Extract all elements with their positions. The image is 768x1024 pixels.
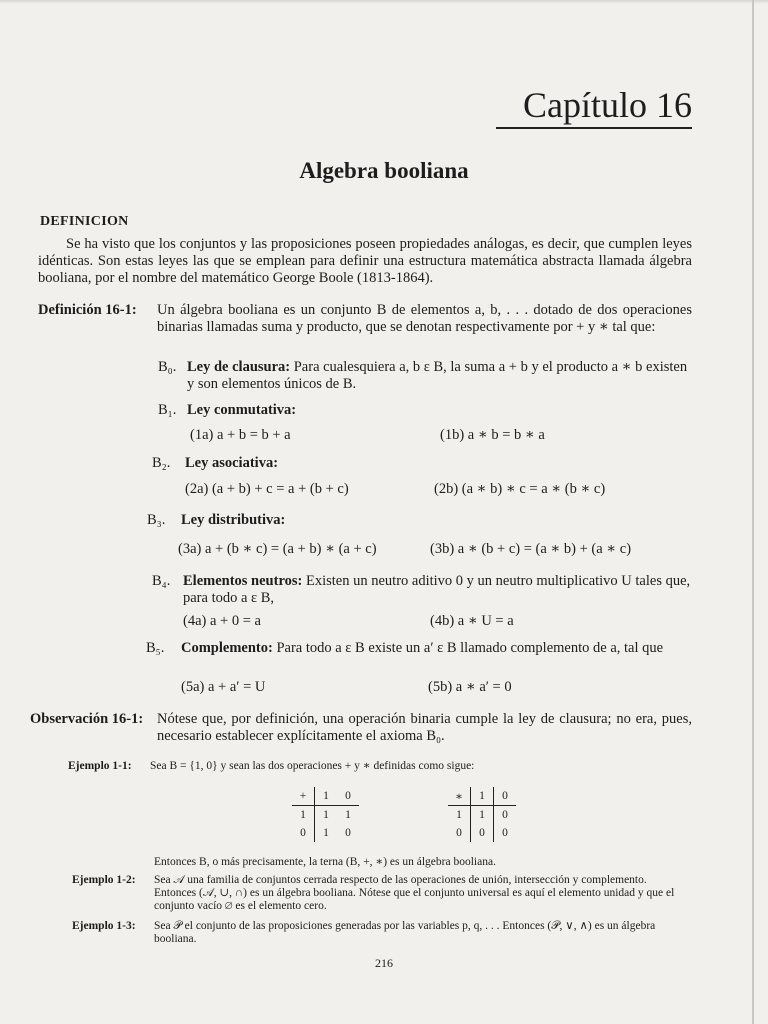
equation-1a: (1a) a + b = b + a [190, 427, 291, 443]
times-table-cell: 1 [471, 806, 494, 825]
page-right-edge [752, 0, 754, 1024]
axiom-b5-name: Complemento: [181, 640, 273, 656]
example-1-1-text: Sea B = {1, 0} y sean las dos operaciones + y ∗ definidas como sigue: [150, 760, 475, 772]
plus-table-cell: 0 [345, 827, 351, 839]
definition-label: Definición 16-1: [38, 302, 137, 318]
axiom-b0-symbol: B₀. [158, 359, 177, 375]
times-operation-table [448, 787, 516, 842]
observation-label: Observación 16-1: [30, 711, 144, 727]
axiom-b4-symbol: B₄. [152, 573, 171, 589]
times-table-cell: 0 [471, 824, 494, 842]
section-heading: DEFINICION [40, 214, 129, 229]
plus-table-op: + [292, 787, 315, 806]
plus-table-cell: 1 [292, 806, 315, 825]
observation-text: Nótese que, por definición, una operación binaria cumple la ley de clausura; no era, pues, necesario establecer explícitamente el axioma B₀. [157, 711, 692, 744]
equation-4a: (4a) a + 0 = a [183, 613, 261, 629]
example-1-1-conclusion: Entonces B, o más precisamente, la terna (B, +, ∗) es un álgebra booliana. [154, 856, 496, 868]
axiom-b0 [187, 359, 692, 393]
axiom-b5-text: Para todo a ε B existe un a′ ε B llamado complemento de a, tal que [276, 640, 664, 656]
times-table-op: ∗ [448, 787, 471, 806]
times-table-cell: 0 [448, 824, 471, 842]
plus-table-cell: 1 [323, 809, 329, 821]
axiom-b0-name: Ley de clausura: [187, 359, 291, 375]
plus-table-cell: 0 [292, 824, 315, 842]
example-1-2-label: Ejemplo 1-2: [72, 874, 136, 886]
axiom-b4-text: Existen un neutro aditivo 0 y un neutro multiplicativo U tales que, para todo a ε B, [183, 573, 691, 606]
plus-operation-table [292, 787, 359, 842]
chapter-rule [496, 127, 692, 129]
example-1-3-label: Ejemplo 1-3: [72, 920, 136, 932]
plus-table-cell: 1 [323, 827, 329, 839]
axiom-b5 [181, 640, 692, 657]
times-table-cell: 0 [502, 809, 508, 821]
times-table-cell: 0 [502, 827, 508, 839]
page-number: 216 [375, 956, 393, 970]
equation-3b: (3b) a ∗ (b + c) = (a ∗ b) + (a ∗ c) [430, 541, 632, 557]
axiom-b2-name: Ley asociativa: [185, 455, 279, 471]
equation-4b: (4b) a ∗ U = a [430, 613, 514, 629]
example-1-3-text: Sea 𝒫 el conjunto de las proposiciones generadas por las variables p, q, . . . Entonces (𝒫, ∨, ∧) es un álgebra booliana. [154, 920, 656, 945]
axiom-b3-name: Ley distributiva: [181, 512, 286, 528]
axiom-b0-text: Para cualesquiera a, b ε B, la suma a + b y el producto a ∗ b existen y son elementos únicos de B. [187, 359, 688, 392]
axiom-b3-symbol: B₃. [147, 512, 166, 528]
equation-5a: (5a) a + a′ = U [181, 679, 266, 695]
page-title: Algebra booliana [299, 158, 469, 183]
equation-1b: (1b) a ∗ b = b ∗ a [440, 427, 545, 443]
chapter-heading: Capítulo 16 [523, 85, 692, 125]
equation-5b: (5b) a ∗ a′ = 0 [428, 679, 512, 695]
axiom-b2-symbol: B₂. [152, 455, 171, 471]
page-top-shadow [0, 0, 768, 4]
times-table-head: 0 [494, 787, 517, 806]
axiom-b5-symbol: B₅. [146, 640, 165, 656]
axiom-b1-symbol: B₁. [158, 402, 177, 418]
times-table-head: 1 [471, 787, 494, 806]
plus-table-head: 1 [315, 787, 338, 806]
intro-paragraph: Se ha visto que los conjuntos y las proposiciones poseen propiedades análogas, es decir, que cumplen leyes idénticas. Son estas leyes las que se emplean para definir una estructura matemática abstracta llamada álgebra booliana, por el nombre del matemático George Boole (1813-1864). [38, 236, 692, 286]
example-1-1-label: Ejemplo 1-1: [68, 760, 132, 772]
axiom-b4-name: Elementos neutros: [183, 573, 303, 589]
equation-2a: (2a) (a + b) + c = a + (b + c) [185, 481, 349, 497]
plus-table-cell: 1 [345, 809, 351, 821]
equation-2b: (2b) (a ∗ b) ∗ c = a ∗ (b ∗ c) [434, 481, 606, 497]
example-1-2-text: Sea 𝒜 una familia de conjuntos cerrada respecto de las operaciones de unión, intersección y complemento. Entonces (𝒜, ∪, ∩) es un álgebra booliana. Nótese que el conjunto universal es aquí el elemento unidad y que el conjunto vacío ∅ es el elemento cero. [154, 874, 675, 912]
equation-3a: (3a) a + (b ∗ c) = (a + b) ∗ (a + c) [178, 541, 377, 557]
axiom-b4 [183, 573, 692, 607]
axiom-b1-name: Ley conmutativa: [187, 402, 297, 418]
times-table-cell: 1 [448, 806, 471, 825]
definition-text: Un álgebra booliana es un conjunto B de elementos a, b, . . . dotado de dos operaciones binarias llamadas suma y producto, que se denotan respectivamente por + y ∗ tal que: [157, 302, 692, 335]
plus-table-head: 0 [337, 787, 359, 806]
